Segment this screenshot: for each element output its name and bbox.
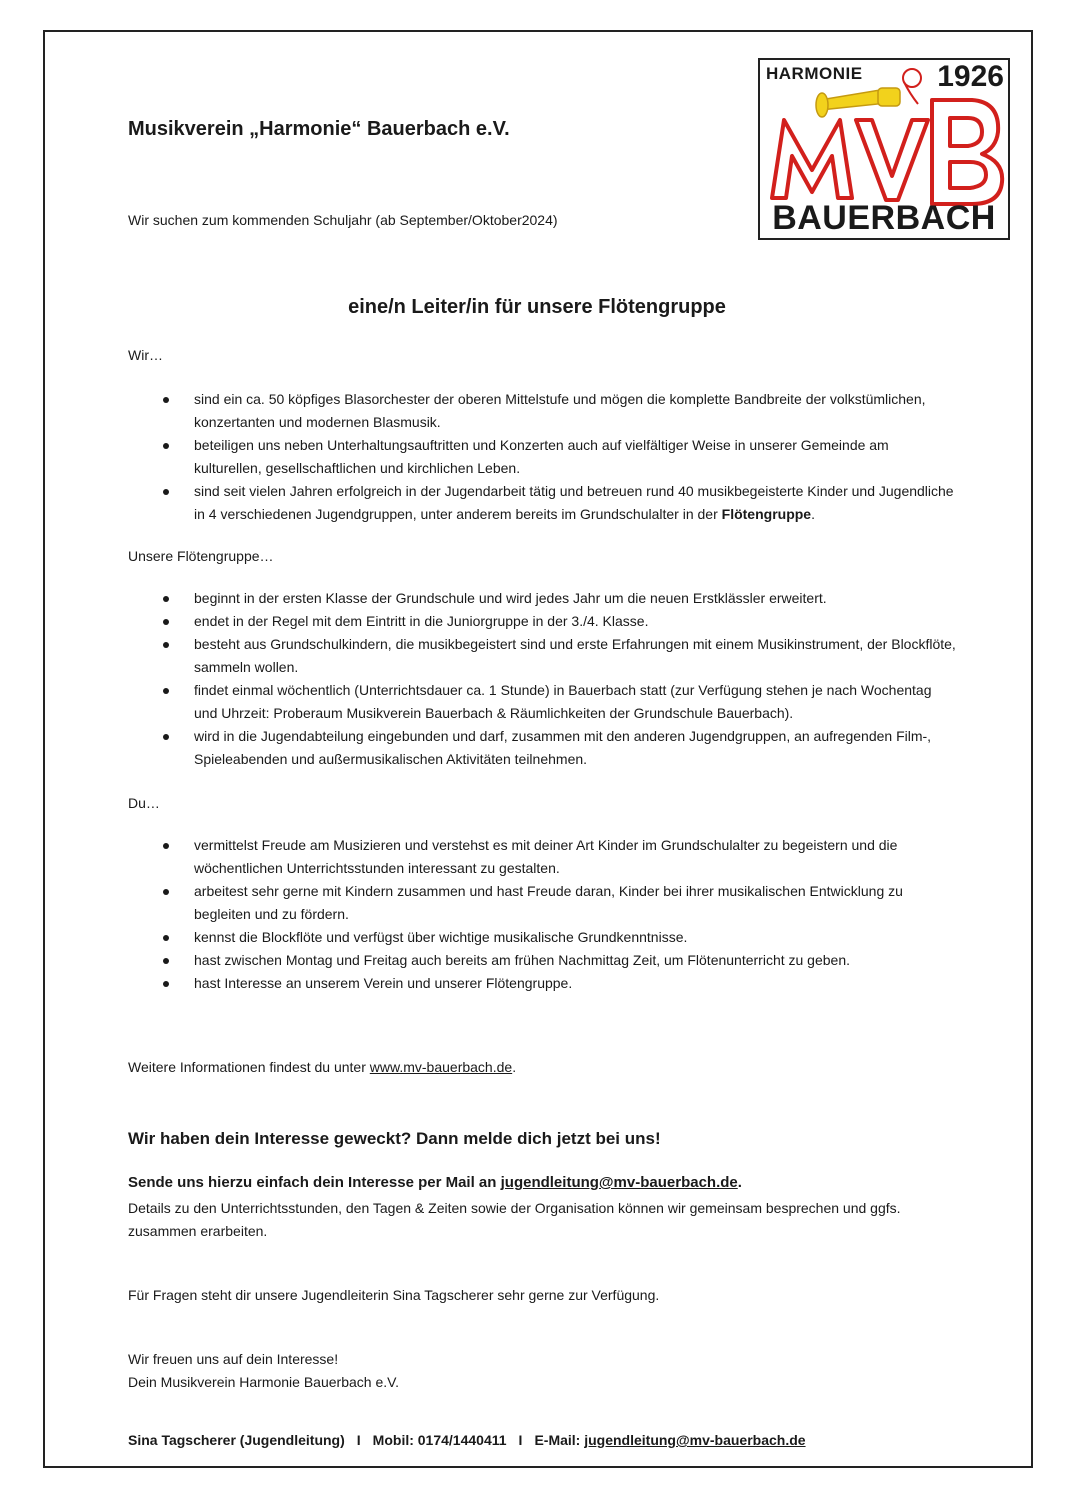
cta-mail-line	[128, 1174, 742, 1191]
section-du-list	[128, 834, 958, 995]
website-link[interactable]: www.mv-bauerbach.de	[369, 1059, 513, 1075]
footer-separator: I	[356, 1432, 361, 1448]
intro-text: Wir suchen zum kommenden Schuljahr (ab September/Oktober2024)	[128, 212, 558, 228]
flotengruppe-bold: Flötengruppe	[721, 506, 812, 522]
section-wir-label: Wir…	[128, 347, 163, 363]
section-gruppe-label: Unsere Flötengruppe…	[128, 548, 274, 564]
trumpet-icon	[816, 69, 921, 117]
footer-name: Sina Tagscherer (Jugendleitung)	[128, 1432, 345, 1448]
list-item: beginnt in der ersten Klasse der Grundschule und wird jedes Jahr um die neuen Erstklässler erweitert.	[128, 587, 958, 610]
logo-letter-m	[772, 120, 852, 198]
cta-questions: Für Fragen steht dir unsere Jugendleiterin Sina Tagscherer sehr gerne zur Verfügung.	[128, 1287, 660, 1303]
list-item: besteht aus Grundschulkindern, die musikbegeistert sind und erste Erfahrungen mit einem Musikinstrument, der Blockflöte, sammeln wollen.	[128, 633, 958, 679]
footer-contact	[128, 1432, 806, 1448]
footer-email-label: E-Mail:	[534, 1432, 585, 1448]
footer-mobile: Mobil: 0174/1440411	[372, 1432, 507, 1448]
section-gruppe-list	[128, 587, 958, 771]
info-suffix: .	[512, 1059, 517, 1075]
closing-line-1: Wir freuen uns auf dein Interesse!	[128, 1351, 339, 1367]
logo-letter-v	[856, 120, 928, 200]
logo-year-text: 1926	[937, 60, 1004, 93]
info-line	[128, 1059, 516, 1075]
list-item: hast Interesse an unserem Verein und unserer Flötengruppe.	[128, 972, 958, 995]
cta-headline: Wir haben dein Interesse geweckt? Dann melde dich jetzt bei uns!	[128, 1129, 661, 1148]
list-item: wird in die Jugendabteilung eingebunden und darf, zusammen mit den anderen Jugendgruppen, an aufregenden Film-, Spieleabenden und außermusikalischen Aktivitäten teilnehmen.	[128, 725, 958, 771]
cta-mail-suffix: .	[737, 1174, 742, 1191]
section-wir-list	[128, 388, 958, 526]
logo-town-text: BAUERBACH	[772, 199, 996, 237]
list-item	[128, 480, 958, 526]
org-title: Musikverein „Harmonie“ Bauerbach e.V.	[128, 118, 510, 140]
cta-mail-prefix: Sende uns hierzu einfach dein Interesse per Mail an	[128, 1174, 501, 1191]
list-item: hast zwischen Montag und Freitag auch bereits am frühen Nachmittag Zeit, um Flötenunterricht zu geben.	[128, 949, 958, 972]
page-headline: eine/n Leiter/in für unsere Flötengruppe	[348, 296, 726, 318]
logo-letter-b	[932, 100, 1002, 204]
email-link[interactable]: jugendleitung@mv-bauerbach.de	[500, 1174, 738, 1191]
closing-line-2: Dein Musikverein Harmonie Bauerbach e.V.	[128, 1374, 400, 1390]
info-prefix: Weitere Informationen findest du unter	[128, 1059, 370, 1075]
cta-details: Details zu den Unterrichtsstunden, den Tagen & Zeiten sowie der Organisation können wir gemeinsam besprechen und ggfs. zusammen erarbeiten.	[128, 1200, 901, 1239]
footer-separator: I	[518, 1432, 523, 1448]
list-item: kennst die Blockflöte und verfügst über wichtige musikalische Grundkenntnisse.	[128, 926, 958, 949]
list-item-end: .	[811, 506, 815, 522]
section-du-label: Du…	[128, 795, 160, 811]
logo-harmonie-text: HARMONIE	[766, 64, 863, 83]
list-item: arbeitest sehr gerne mit Kindern zusammen und hast Freude daran, Kinder bei ihrer musikalischen Entwicklung zu begleiten und zu fördern.	[128, 880, 958, 926]
mvb-logo	[758, 58, 1010, 240]
list-item: beteiligen uns neben Unterhaltungsauftritten und Konzerten auch auf vielfältiger Weise in unserer Gemeinde am kulturellen, gesellschaftlichen und kirchlichen Leben.	[128, 434, 958, 480]
list-item: vermittelst Freude am Musizieren und verstehst es mit deiner Art Kinder im Grundschulalter zu begeistern und die wöchentlichen Unterrichtsstunden interessant zu gestalten.	[128, 834, 958, 880]
list-item: sind ein ca. 50 köpfiges Blasorchester der oberen Mittelstufe und mögen die komplette Bandbreite der volkstümlichen, konzertanten und modernen Blasmusik.	[128, 388, 958, 434]
list-item: endet in der Regel mit dem Eintritt in die Juniorgruppe in der 3./4. Klasse.	[128, 610, 958, 633]
list-item-text: sind seit vielen Jahren erfolgreich in der Jugendarbeit tätig und betreuen rund 40 musikbegeisterte Kinder und Jugendliche in 4 verschiedenen Jugendgruppen, unter anderem bereits im Grundschulalter in der	[194, 483, 954, 522]
list-item: findet einmal wöchentlich (Unterrichtsdauer ca. 1 Stunde) in Bauerbach statt (zur Verfügung stehen je nach Wochentag und Uhrzeit: Proberaum Musikverein Bauerbach & Räumlichkeiten der Grundschule Bauerbach).	[128, 679, 958, 725]
footer-email-link[interactable]: jugendleitung@mv-bauerbach.de	[584, 1432, 806, 1448]
